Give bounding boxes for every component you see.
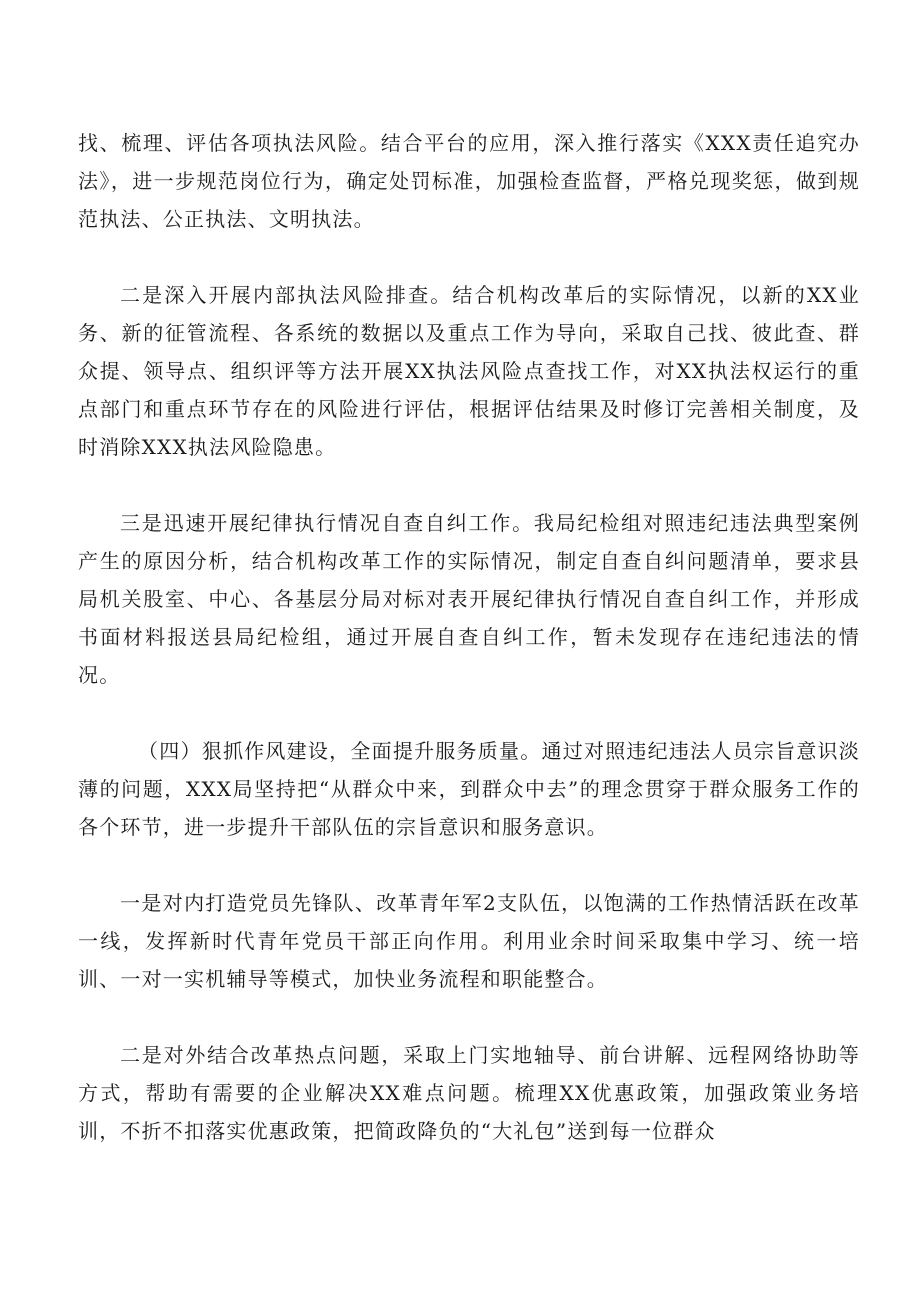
paragraph-external-services: 二是对外结合改革热点问题，采取上门实地轴导、前台讲解、远程网络协助等方式，帮助有需要的企业解决XX难点问题。梳理XX优惠政策，加强政策业务培训，不折不扣落实优惠政策，把简政降负的“大礼包”送到每一位群众 [78,1043,860,1143]
paragraph-discipline-self-check: 三是迅速开展纪律执行情况自查自纠工作。我局纪检组对照违纪违法典型案例产生的原因分析，结合机构改革工作的实际情况，制定自查自纠问题清单，要求县局机关股室、中心、各基层分局对标对表开展纪律执行情况自查自纠工作，并形成书面材料报送县局纪检组，通过开展自查自纠工作，暂未发现存在违纪违法的情况。 [78,511,860,687]
paragraph-risk-inspection: 二是深入开展内部执法风险排查。结合机构改革后的实际情况，以新的XX业务、新的征管流程、各系统的数据以及重点工作为导向，采取自己找、彼此查、群众提、领导点、组织评等方法开展XX执法风险点查找工作，对XX执法权运行的重点部门和重点环节存在的风险进行评估，根据评估结果及时修订完善相关制度，及时消除XXX执法风险隐患。 [78,283,860,459]
paragraph-section-four-heading: （四）狠抓作风建设，全面提升服务质量。通过对照违纪违法人员宗旨意识淡薄的问题，XXX局坚持把“从群众中来，到群众中去”的理念贯穿于群众服务工作的各个环节，进一步提升干部队伍的宗旨意识和服务意识。 [78,739,860,839]
paragraph-continuation: 找、梳理、评估各项执法风险。结合平台的应用，深入推行落实《XXX责任追究办法》，进一步规范岗位行为，确定处罚标准，加强检查监督，严格兑现奖惩，做到规范执法、公正执法、文明执法。 [78,131,860,231]
paragraph-internal-teams: 一是对内打造党员先锋队、改革青年军2支队伍，以饱满的工作热情活跃在改革一线，发挥新时代青年党员干部正向作用。利用业余时间采取集中学习、统一培训、一对一实机辅导等模式，加快业务流程和职能整合。 [78,891,860,991]
